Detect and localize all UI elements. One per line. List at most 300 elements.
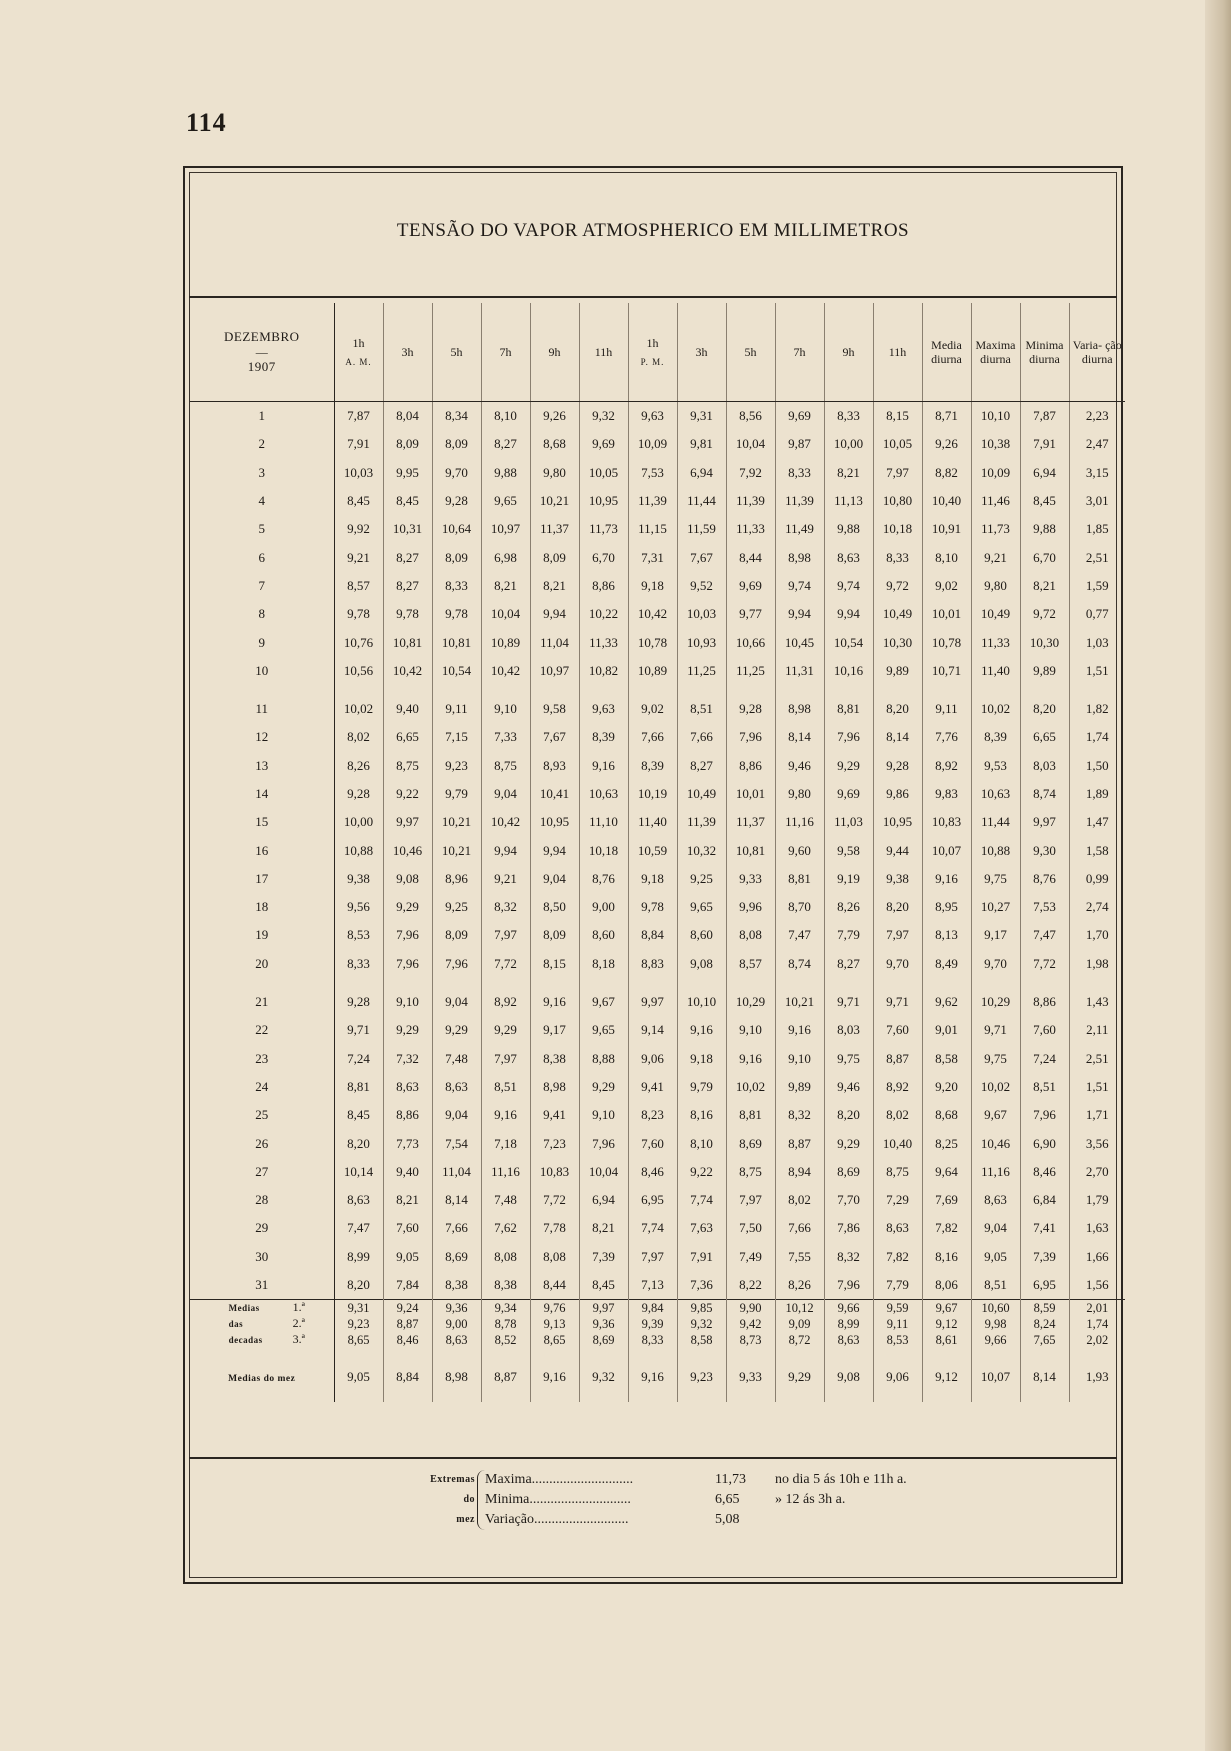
value-cell: 9,11: [873, 1316, 922, 1332]
decade-ordinal: 2.ª: [292, 1316, 305, 1331]
header-media: Media diurna: [922, 303, 971, 402]
value-cell: 2,23: [1069, 402, 1125, 431]
value-cell: 7,24: [1020, 1045, 1069, 1073]
day-cell: 15: [190, 808, 334, 836]
value-cell: 9,78: [383, 600, 432, 628]
day-cell: 24: [190, 1073, 334, 1101]
value-cell: 7,60: [383, 1214, 432, 1242]
value-cell: 7,96: [824, 1271, 873, 1300]
value-cell: 10,56: [334, 657, 383, 685]
value-cell: 10,27: [971, 893, 1020, 921]
value-cell: 11,25: [677, 657, 726, 685]
value-cell: 10,03: [677, 600, 726, 628]
value-cell: 9,16: [530, 1352, 579, 1402]
value-cell: 9,10: [481, 695, 530, 723]
value-cell: 8,63: [824, 543, 873, 571]
value-cell: 8,04: [383, 402, 432, 431]
gap-cell: [824, 978, 873, 988]
value-cell: 7,72: [1020, 950, 1069, 978]
value-cell: 9,04: [971, 1214, 1020, 1242]
value-cell: 9,46: [775, 752, 824, 780]
value-cell: 7,41: [1020, 1214, 1069, 1242]
value-cell: 9,83: [922, 780, 971, 808]
value-cell: 11,33: [971, 628, 1020, 656]
value-cell: 11,39: [628, 487, 677, 515]
decade-gap: [190, 978, 1125, 988]
value-cell: 8,27: [383, 572, 432, 600]
value-cell: 8,98: [530, 1073, 579, 1101]
value-cell: 8,21: [824, 459, 873, 487]
value-cell: 9,70: [873, 950, 922, 978]
value-cell: 7,72: [530, 1186, 579, 1214]
value-cell: 7,63: [677, 1214, 726, 1242]
header-hour: 9h: [530, 303, 579, 402]
vapor-tension-table: [190, 303, 1125, 1402]
value-cell: 8,18: [579, 950, 628, 978]
table-row: [190, 657, 1125, 685]
value-cell: 8,76: [579, 865, 628, 893]
value-cell: 9,09: [775, 1316, 824, 1332]
value-cell: 8,81: [824, 695, 873, 723]
value-cell: 8,24: [1020, 1316, 1069, 1332]
value-cell: 1,56: [1069, 1271, 1125, 1300]
value-cell: 3,15: [1069, 459, 1125, 487]
value-cell: 7,49: [726, 1243, 775, 1271]
value-cell: 9,29: [481, 1016, 530, 1044]
value-cell: 11,73: [579, 515, 628, 543]
value-cell: 10,01: [922, 600, 971, 628]
header-hour: 9h: [824, 303, 873, 402]
value-cell: 8,15: [530, 950, 579, 978]
value-cell: 8,39: [971, 723, 1020, 751]
value-cell: 2,51: [1069, 1045, 1125, 1073]
value-cell: 9,76: [530, 1300, 579, 1317]
value-cell: 7,66: [628, 723, 677, 751]
day-cell: 10: [190, 657, 334, 685]
value-cell: 8,09: [530, 921, 579, 949]
value-cell: 9,31: [334, 1300, 383, 1317]
value-cell: 9,11: [432, 695, 481, 723]
day-cell: 30: [190, 1243, 334, 1271]
value-cell: 10,46: [971, 1129, 1020, 1157]
value-cell: 8,09: [432, 921, 481, 949]
day-cell: 31: [190, 1271, 334, 1300]
value-cell: 9,24: [383, 1300, 432, 1317]
value-cell: 11,04: [530, 628, 579, 656]
table-row: [190, 1186, 1125, 1214]
decade-label: Medias: [228, 1303, 260, 1314]
value-cell: 9,89: [873, 657, 922, 685]
value-cell: 7,87: [1020, 402, 1069, 431]
value-cell: 7,97: [726, 1186, 775, 1214]
value-cell: 7,82: [873, 1243, 922, 1271]
value-cell: 9,29: [383, 1016, 432, 1044]
value-cell: 7,15: [432, 723, 481, 751]
value-cell: 10,32: [677, 836, 726, 864]
value-cell: 9,66: [971, 1332, 1020, 1352]
value-cell: 8,86: [579, 572, 628, 600]
value-cell: 8,58: [677, 1332, 726, 1352]
value-cell: 10,49: [971, 600, 1020, 628]
value-cell: 7,67: [530, 723, 579, 751]
value-cell: 10,42: [481, 808, 530, 836]
value-cell: 1,66: [1069, 1243, 1125, 1271]
value-cell: 9,32: [579, 1352, 628, 1402]
value-cell: 10,64: [432, 515, 481, 543]
value-cell: 8,70: [775, 893, 824, 921]
value-cell: 2,70: [1069, 1158, 1125, 1186]
value-cell: 9,06: [628, 1045, 677, 1073]
value-cell: 8,13: [922, 921, 971, 949]
value-cell: 9,29: [775, 1352, 824, 1402]
value-cell: 10,40: [922, 487, 971, 515]
value-cell: 9,17: [530, 1016, 579, 1044]
value-cell: 9,29: [824, 752, 873, 780]
value-cell: 9,94: [530, 600, 579, 628]
value-cell: 10,63: [579, 780, 628, 808]
table-row: [190, 1016, 1125, 1044]
value-cell: 8,75: [726, 1158, 775, 1186]
value-cell: 9,72: [873, 572, 922, 600]
extreme-variation: Variação........................... 5,08: [485, 1512, 740, 1527]
value-cell: 1,47: [1069, 808, 1125, 836]
value-cell: 9,00: [579, 893, 628, 921]
value-cell: 9,53: [971, 752, 1020, 780]
value-cell: 9,16: [775, 1016, 824, 1044]
value-cell: 8,49: [922, 950, 971, 978]
gap-cell: [334, 685, 383, 695]
day-cell: 13: [190, 752, 334, 780]
value-cell: 8,60: [677, 921, 726, 949]
header-month-name: DEZEMBRO: [224, 329, 300, 345]
value-cell: 8,26: [334, 752, 383, 780]
value-cell: 8,03: [1020, 752, 1069, 780]
value-cell: 9,28: [726, 695, 775, 723]
value-cell: 9,71: [873, 988, 922, 1016]
value-cell: 9,01: [922, 1016, 971, 1044]
value-cell: 7,96: [432, 950, 481, 978]
value-cell: 8,92: [481, 988, 530, 1016]
table-frame: [183, 166, 1123, 1584]
value-cell: 10,41: [530, 780, 579, 808]
value-cell: 10,80: [873, 487, 922, 515]
value-cell: 9,56: [334, 893, 383, 921]
value-cell: 8,45: [579, 1271, 628, 1300]
value-cell: 10,59: [628, 836, 677, 864]
value-cell: 1,82: [1069, 695, 1125, 723]
value-cell: 8,99: [824, 1316, 873, 1332]
value-cell: 8,02: [775, 1186, 824, 1214]
day-cell: 12: [190, 723, 334, 751]
value-cell: 9,28: [334, 780, 383, 808]
header-hour: 1h A. M.: [334, 303, 383, 402]
value-cell: 8,56: [726, 402, 775, 431]
gap-cell: [922, 685, 971, 695]
value-cell: 10,02: [726, 1073, 775, 1101]
value-cell: 11,40: [971, 657, 1020, 685]
gap-cell: [628, 685, 677, 695]
value-cell: 9,08: [824, 1352, 873, 1402]
value-cell: 9,63: [579, 695, 628, 723]
value-cell: 1,50: [1069, 752, 1125, 780]
table-row: [190, 695, 1125, 723]
value-cell: 7,74: [628, 1214, 677, 1242]
value-cell: 9,12: [922, 1352, 971, 1402]
value-cell: 7,97: [873, 459, 922, 487]
value-cell: 10,12: [775, 1300, 824, 1317]
value-cell: 11,04: [432, 1158, 481, 1186]
value-cell: 9,00: [432, 1316, 481, 1332]
value-cell: 7,82: [922, 1214, 971, 1242]
value-cell: 8,32: [775, 1101, 824, 1129]
value-cell: 10,21: [432, 836, 481, 864]
gap-cell: [873, 685, 922, 695]
value-cell: 8,72: [775, 1332, 824, 1352]
value-cell: 8,69: [726, 1129, 775, 1157]
value-cell: 9,16: [726, 1045, 775, 1073]
header-row: [190, 303, 1125, 402]
value-cell: 8,32: [824, 1243, 873, 1271]
value-cell: 11,16: [775, 808, 824, 836]
value-cell: 8,58: [922, 1045, 971, 1073]
value-cell: 10,60: [971, 1300, 1020, 1317]
header-minima: Minima diurna: [1020, 303, 1069, 402]
value-cell: 8,98: [775, 543, 824, 571]
value-cell: 9,94: [530, 836, 579, 864]
value-cell: 8,75: [873, 1158, 922, 1186]
value-cell: 2,11: [1069, 1016, 1125, 1044]
table-row: [190, 430, 1125, 458]
value-cell: 8,21: [481, 572, 530, 600]
gap-cell: [775, 685, 824, 695]
value-cell: 10,49: [873, 600, 922, 628]
value-cell: 8,75: [481, 752, 530, 780]
value-cell: 8,33: [873, 543, 922, 571]
value-cell: 8,21: [1020, 572, 1069, 600]
value-cell: 10,04: [726, 430, 775, 458]
day-cell: 22: [190, 1016, 334, 1044]
value-cell: 8,92: [922, 752, 971, 780]
table-row: [190, 628, 1125, 656]
gap-cell: [432, 685, 481, 695]
value-cell: 7,53: [1020, 893, 1069, 921]
value-cell: 8,26: [824, 893, 873, 921]
value-cell: 10,97: [481, 515, 530, 543]
value-cell: 10,88: [971, 836, 1020, 864]
value-cell: 8,68: [922, 1101, 971, 1129]
value-cell: 8,69: [432, 1243, 481, 1271]
value-cell: 9,97: [383, 808, 432, 836]
value-cell: 10,30: [1020, 628, 1069, 656]
value-cell: 11,49: [775, 515, 824, 543]
value-cell: 8,14: [873, 723, 922, 751]
header-hour: 7h: [775, 303, 824, 402]
value-cell: 8,51: [677, 695, 726, 723]
value-cell: 8,15: [873, 402, 922, 431]
value-cell: 8,33: [334, 950, 383, 978]
value-cell: 6,70: [579, 543, 628, 571]
value-cell: 7,39: [579, 1243, 628, 1271]
header-am: A. M.: [345, 356, 372, 367]
value-cell: 10,93: [677, 628, 726, 656]
value-cell: 1,59: [1069, 572, 1125, 600]
gap-cell: [481, 978, 530, 988]
value-cell: 1,74: [1069, 723, 1125, 751]
value-cell: 9,75: [824, 1045, 873, 1073]
value-cell: 6,94: [579, 1186, 628, 1214]
value-cell: 8,93: [530, 752, 579, 780]
table-row: [190, 921, 1125, 949]
gap-cell: [432, 978, 481, 988]
value-cell: 8,32: [481, 893, 530, 921]
value-cell: 10,97: [530, 657, 579, 685]
header-hour: 5h: [726, 303, 775, 402]
value-cell: 9,39: [628, 1316, 677, 1332]
table-row: [190, 865, 1125, 893]
value-cell: 9,71: [824, 988, 873, 1016]
value-cell: 9,71: [971, 1016, 1020, 1044]
value-cell: 8,81: [334, 1073, 383, 1101]
value-cell: 9,29: [432, 1016, 481, 1044]
extremes-lines: [485, 1470, 907, 1530]
value-cell: 9,40: [383, 1158, 432, 1186]
value-cell: 7,96: [726, 723, 775, 751]
value-cell: 8,82: [922, 459, 971, 487]
value-cell: 9,41: [530, 1101, 579, 1129]
value-cell: 9,75: [971, 865, 1020, 893]
value-cell: 9,44: [873, 836, 922, 864]
table-row: [190, 1243, 1125, 1271]
value-cell: 9,58: [530, 695, 579, 723]
value-cell: 9,08: [677, 950, 726, 978]
value-cell: 10,78: [628, 628, 677, 656]
value-cell: 6,94: [1020, 459, 1069, 487]
value-cell: 2,02: [1069, 1332, 1125, 1352]
day-cell: 25: [190, 1101, 334, 1129]
table-title: TENSÃO DO VAPOR ATMOSPHERICO EM MILLIMETROS: [396, 220, 910, 241]
value-cell: 8,98: [775, 695, 824, 723]
value-cell: 9,13: [530, 1316, 579, 1332]
value-cell: 11,37: [726, 808, 775, 836]
value-cell: 11,46: [971, 487, 1020, 515]
value-cell: 9,72: [1020, 600, 1069, 628]
value-cell: 8,08: [726, 921, 775, 949]
value-cell: 9,12: [922, 1316, 971, 1332]
decade-row: [190, 1332, 1125, 1352]
value-cell: 9,46: [824, 1073, 873, 1101]
value-cell: 8,69: [824, 1158, 873, 1186]
gap-cell: [726, 978, 775, 988]
value-cell: 1,03: [1069, 628, 1125, 656]
value-cell: 8,46: [383, 1332, 432, 1352]
value-cell: 6,95: [628, 1186, 677, 1214]
month-mean-row: [190, 1352, 1125, 1402]
day-cell: 3: [190, 459, 334, 487]
value-cell: 7,18: [481, 1129, 530, 1157]
value-cell: 9,29: [824, 1129, 873, 1157]
value-cell: 0,99: [1069, 865, 1125, 893]
gap-cell: [481, 685, 530, 695]
day-cell: 28: [190, 1186, 334, 1214]
value-cell: 11,39: [726, 487, 775, 515]
value-cell: 8,16: [677, 1101, 726, 1129]
value-cell: 9,81: [677, 430, 726, 458]
gap-cell: [775, 978, 824, 988]
value-cell: 3,56: [1069, 1129, 1125, 1157]
value-cell: 11,31: [775, 657, 824, 685]
value-cell: 9,69: [726, 572, 775, 600]
value-cell: 8,10: [922, 543, 971, 571]
value-cell: 7,96: [579, 1129, 628, 1157]
value-cell: 10,03: [334, 459, 383, 487]
value-cell: 9,05: [971, 1243, 1020, 1271]
value-cell: 6,90: [1020, 1129, 1069, 1157]
value-cell: 8,38: [530, 1045, 579, 1073]
value-cell: 8,09: [432, 543, 481, 571]
value-cell: 8,45: [334, 487, 383, 515]
header-hour: 11h: [579, 303, 628, 402]
value-cell: 10,22: [579, 600, 628, 628]
value-cell: 9,04: [530, 865, 579, 893]
value-cell: 11,33: [726, 515, 775, 543]
gap-cell: [1069, 685, 1125, 695]
value-cell: 9,38: [334, 865, 383, 893]
value-cell: 8,63: [432, 1332, 481, 1352]
value-cell: 7,96: [824, 723, 873, 751]
gap-cell: [677, 978, 726, 988]
value-cell: 8,09: [383, 430, 432, 458]
value-cell: 9,28: [334, 988, 383, 1016]
value-cell: 9,92: [334, 515, 383, 543]
value-cell: 1,71: [1069, 1101, 1125, 1129]
value-cell: 1,93: [1069, 1352, 1125, 1402]
header-dash: —: [255, 344, 268, 359]
table-row: [190, 723, 1125, 751]
value-cell: 8,03: [824, 1016, 873, 1044]
value-cell: 8,45: [334, 1101, 383, 1129]
header-month: [190, 303, 334, 402]
value-cell: 8,61: [922, 1332, 971, 1352]
value-cell: 7,23: [530, 1129, 579, 1157]
value-cell: 10,54: [824, 628, 873, 656]
value-cell: 10,18: [873, 515, 922, 543]
value-cell: 8,92: [873, 1073, 922, 1101]
value-cell: 7,97: [628, 1243, 677, 1271]
value-cell: 8,63: [824, 1332, 873, 1352]
value-cell: 8,33: [775, 459, 824, 487]
value-cell: 9,40: [383, 695, 432, 723]
value-cell: 9,64: [922, 1158, 971, 1186]
value-cell: 9,34: [481, 1300, 530, 1317]
value-cell: 9,08: [383, 865, 432, 893]
value-cell: 9,17: [971, 921, 1020, 949]
value-cell: 8,84: [383, 1352, 432, 1402]
value-cell: 7,67: [677, 543, 726, 571]
value-cell: 8,63: [971, 1186, 1020, 1214]
value-cell: 2,47: [1069, 430, 1125, 458]
decade-row: [190, 1300, 1125, 1317]
value-cell: 11,39: [775, 487, 824, 515]
value-cell: 7,66: [432, 1214, 481, 1242]
page-edge: [1205, 0, 1231, 1751]
value-cell: 10,10: [677, 988, 726, 1016]
value-cell: 7,53: [628, 459, 677, 487]
value-cell: 9,84: [628, 1300, 677, 1317]
value-cell: 9,79: [432, 780, 481, 808]
value-cell: 7,79: [873, 1271, 922, 1300]
table-body: [190, 402, 1125, 1403]
value-cell: 9,94: [824, 600, 873, 628]
